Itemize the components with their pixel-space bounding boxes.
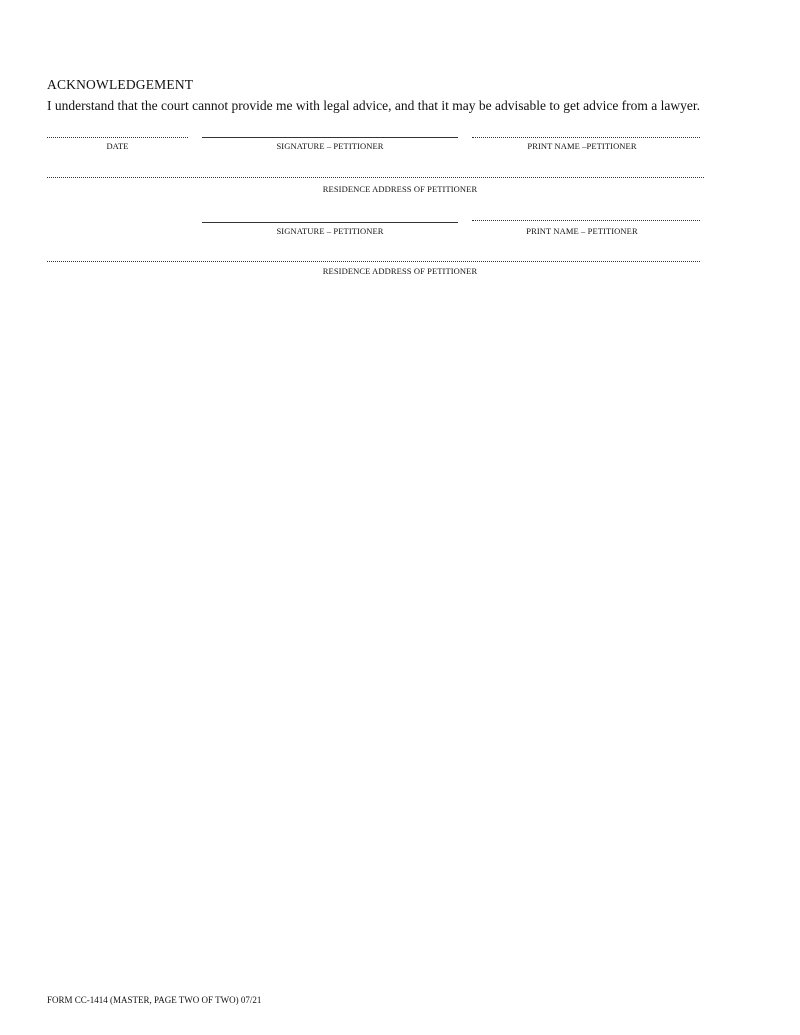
acknowledgement-statement: I understand that the court cannot provide me with legal advice, and that it may be advisable to get advice from a lawyer. — [47, 98, 701, 113]
date-label: DATE — [106, 141, 129, 151]
print-name-label-2: PRINT NAME – PETITIONER — [526, 226, 638, 236]
residence-address-line-2[interactable] — [47, 261, 700, 262]
form-id-footer: FORM CC-1414 (MASTER, PAGE TWO OF TWO) 07/21 — [47, 995, 262, 1005]
print-name-line-2[interactable] — [472, 220, 700, 221]
print-name-label-1: PRINT NAME –PETITIONER — [527, 141, 637, 151]
signature-label-2: SIGNATURE – PETITIONER — [276, 226, 384, 236]
signature-line-2[interactable] — [202, 222, 458, 223]
residence-address-line-1[interactable] — [47, 177, 704, 178]
signature-line-1[interactable] — [202, 137, 458, 138]
date-line[interactable] — [47, 137, 188, 138]
residence-address-label-2: RESIDENCE ADDRESS OF PETITIONER — [322, 266, 478, 276]
residence-address-label-1: RESIDENCE ADDRESS OF PETITIONER — [322, 184, 478, 194]
print-name-line-1[interactable] — [472, 137, 700, 138]
signature-label-1: SIGNATURE – PETITIONER — [276, 141, 384, 151]
acknowledgement-heading: ACKNOWLEDGEMENT — [47, 77, 194, 92]
